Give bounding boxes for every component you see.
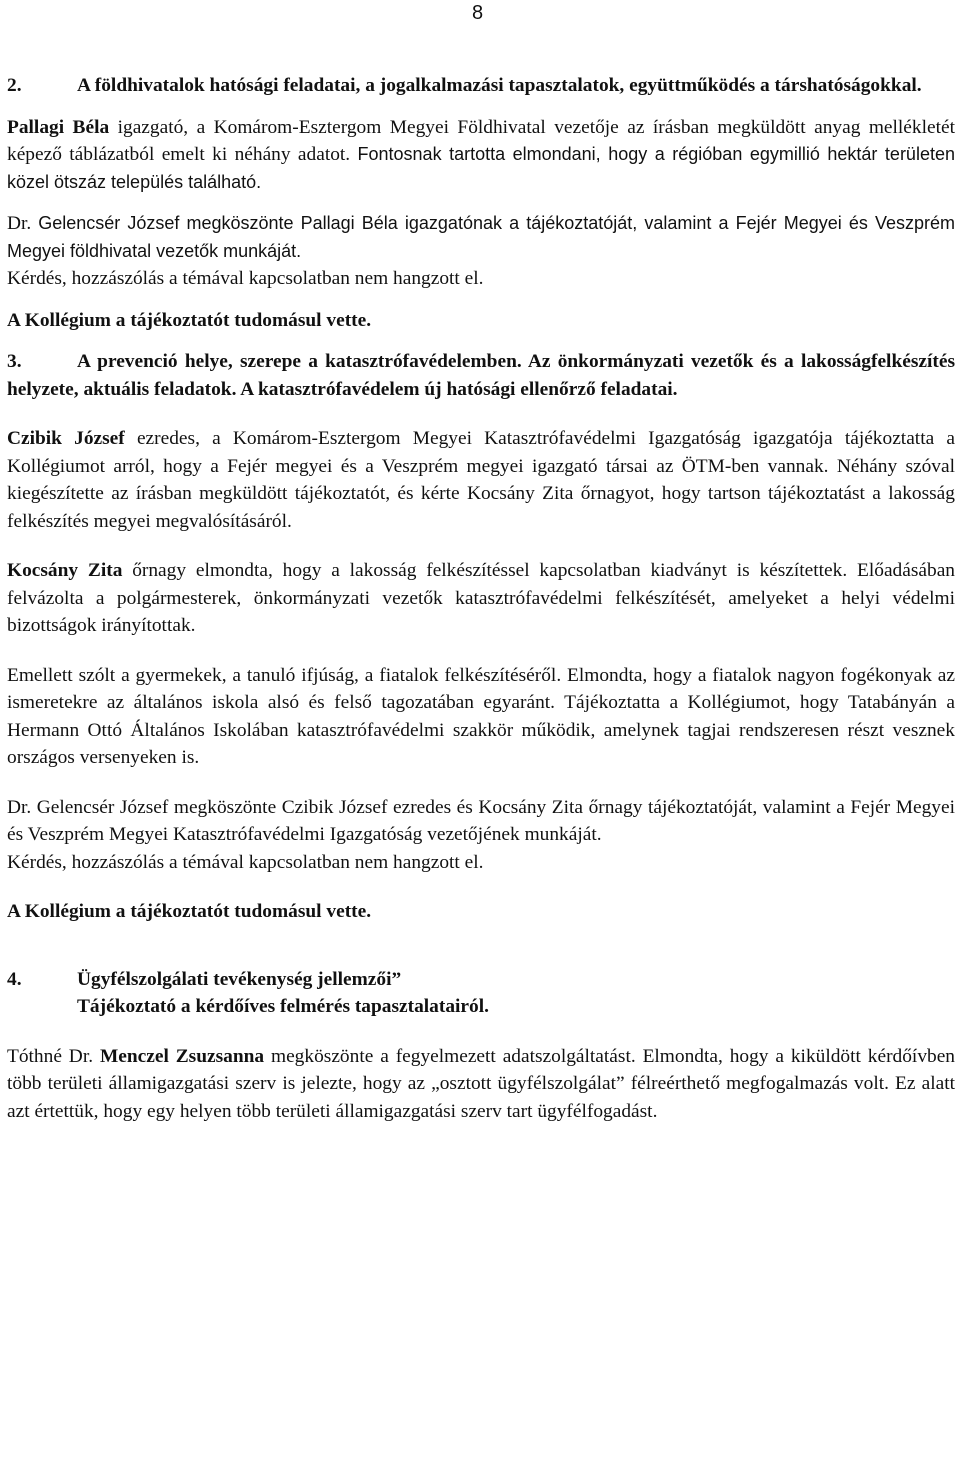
section-4-subtitle: Tájékoztató a kérdőíves felmérés tapasztalatairól. <box>77 996 489 1017</box>
section-3-heading <box>7 348 955 403</box>
paragraph-youth-preparation: Emellett szólt a gyermekek, a tanuló ifjúság, a fiatalok felkészítéséről. Elmondta, hogy a fiatalok nagyon fogékonyak az ismeretekre az általános iskola alsó és felső tagozatában egyaránt. Tájékoztatta a Kollégiumot, hogy Tatabányán a Hermann Ottó Általános Iskolában katasztrófavédelmi szakkör működik, amelynek tagjai rendszeresen részt vesznek országos versenyeken is. <box>7 664 955 768</box>
no-questions-note-1: Kérdés, hozzászólás a témával kapcsolatban nem hangzott el. <box>7 268 484 289</box>
paragraph-gelencser-2: Dr. Gelencsér József megköszönte Czibik József ezredes és Kocsány Zita őrnagy tájékoztatóját, valamint a Fejér Megyei és Veszprém Megyei Katasztrófavédelmi Igazgatóság vezetőjének munkáját. <box>7 796 955 845</box>
section-title: Ügyfélszolgálati tevékenység jellemzői” <box>77 968 402 990</box>
section-number: 2. <box>7 75 22 96</box>
section-2-heading <box>7 72 955 100</box>
paragraph-tothne: Tóthné Dr. Menczel Zsuzsanna megköszönte a fegyelmezett adatszolgáltatást. Elmondta, hogy a kiküldött kérdőívben több területi államigazgatási szerv is jelezte, hogy az „osztott ügyfélszolgálat” félreérthető megfogalmazás volt. Ez alatt azt értettük, hogy egy helyen több területi államigazgatási szerv tart ügyfélfogadást. <box>7 1045 956 1122</box>
section-4-heading <box>7 966 955 994</box>
document-body <box>7 72 955 1125</box>
section-title: A földhivatalok hatósági feladatai, a jogalkalmazási tapasztalatok, együttműködés a társhatóságokkal. <box>77 75 922 96</box>
section-number: 4. <box>7 968 22 990</box>
no-questions-note-2: Kérdés, hozzászólás a témával kapcsolatban nem hangzott el. <box>7 851 484 873</box>
paragraph-gelencser-1: Dr. Gelencsér József megköszönte Pallagi Béla igazgatónak a tájékoztatóját, valamint a Fejér Megyei és Veszprém Megyei földhivatal vezetők munkáját. <box>7 213 955 261</box>
speaker-name: Pallagi Béla <box>7 116 110 138</box>
section-number: 3. <box>7 351 22 372</box>
page-number: 8 <box>472 2 484 24</box>
speaker-name: Czibik József <box>7 428 125 449</box>
paragraph-czibik: Czibik József ezredes, a Komárom-Esztergom Megyei Katasztrófavédelmi Igazgatóság igazgatója tájékoztatta a Kollégiumot arról, hogy a Fejér megyei és a Veszprém megyei igazgató társai az ÖTM-ben vannak. Néhány szóval kiegészítette az írásban megküldött tájékoztatót, és kérte Kocsány Zita őrnagyot, hogy tartson tájékoztatást a lakosság felkészítés megyei megvalósításáról. <box>7 428 955 532</box>
speaker-name: Kocsány Zita <box>7 560 123 581</box>
decision-2: A Kollégium a tájékoztatót tudomásul vette. <box>7 901 372 922</box>
decision-1: A Kollégium a tájékoztatót tudomásul vette. <box>7 309 372 331</box>
speaker-name: Menczel Zsuzsanna <box>99 1045 265 1067</box>
section-title: A prevenció helye, szerepe a katasztrófavédelemben. Az önkormányzati vezetők és a lakosságfelkészítés helyzete, aktuális feladatok. A katasztrófavédelem új hatósági ellenőrző feladatai. <box>7 351 955 400</box>
paragraph-pallagi: Pallagi Béla igazgató, a Komárom-Esztergom Megyei Földhivatal vezetője az írásban megküldött anyag mellékletét képező táblázatból emelt ki néhány adatot. Fontosnak tartotta elmondani, hogy a régióban egymillió hektár területen közel ötszáz település található. <box>7 116 955 192</box>
paragraph-kocsany: Kocsány Zita őrnagy elmondta, hogy a lakosság felkészítéssel kapcsolatban kiadványt is készítettek. Előadásában felvázolta a polgármesterek, önkormányzati vezetők katasztrófavédelmi felkészítését, amelyeket a helyi védelmi bizottságok irányítottak. <box>7 560 955 636</box>
